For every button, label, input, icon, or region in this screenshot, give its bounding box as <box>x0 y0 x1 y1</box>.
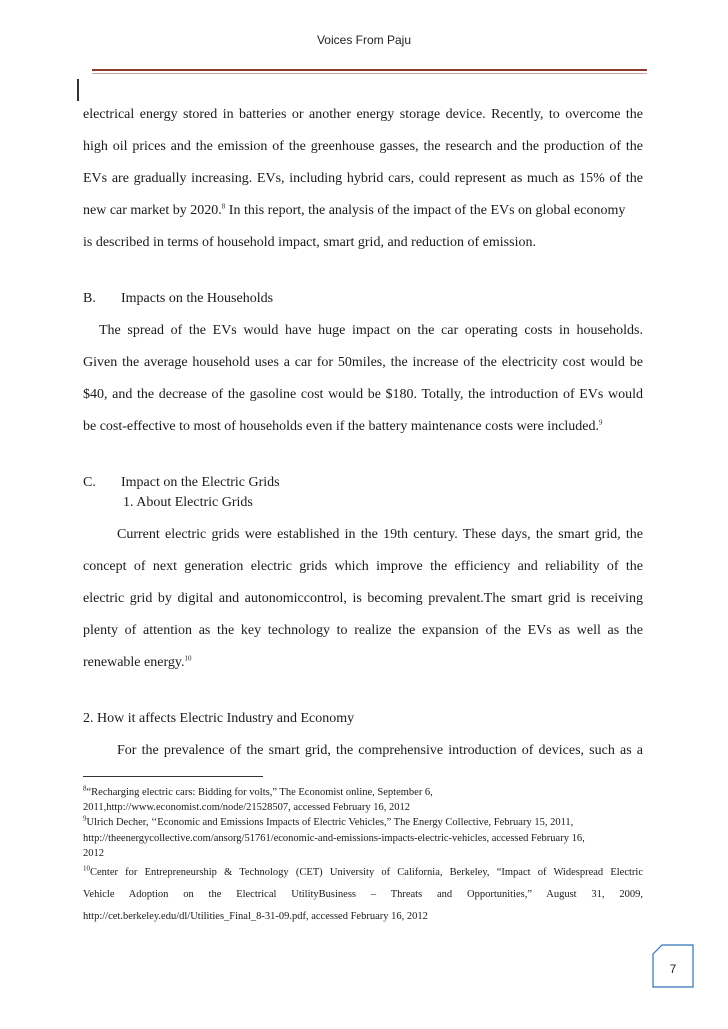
change-bar <box>77 79 79 101</box>
footnote-ref-9: 9 <box>599 418 603 427</box>
footnote-9-text: Ulrich Decher, ‘‘Economic and Emissions Impacts of Electric Vehicles,” The Energy Collective, February 15, 2011, <box>86 817 574 828</box>
para1-line4 <box>83 202 625 220</box>
footnote-10-line2: Vehicle Adoption on the Electrical UtilityBusiness – Threats and Opportunities,” August 31, 2009, <box>83 889 643 900</box>
section-c-line5-text: renewable energy. <box>83 655 185 670</box>
footnote-ref-10: 10 <box>184 654 192 663</box>
footnote-10-marker: 10 <box>83 864 90 873</box>
para1-line3: EVs are gradually increasing. EVs, including hybrid cars, could represent as much as 15% of the <box>83 171 643 186</box>
footnote-9-marker: 9 <box>83 814 87 823</box>
footnote-ref-8: 8 <box>221 202 226 211</box>
section-c-line3: electric grid by digital and autonomiccontrol, is becoming prevalent.The smart grid is receiving <box>83 591 643 606</box>
footnote-9-line2: http://theenergycollective.com/ansorg/51761/economic-and-emissions-impacts-electric-vehicles, accessed February 16, <box>83 833 585 844</box>
para1-line2: high oil prices and the emission of the greenhouse gasses, the research and the production of the <box>83 139 643 154</box>
page-number: 7 <box>669 962 677 976</box>
para1-line5: is described in terms of household impact, smart grid, and reduction of emission. <box>83 235 536 250</box>
footnote-separator <box>83 776 263 777</box>
section-c-line2: concept of next generation electric grids which improve the efficiency and reliability of the <box>83 559 643 574</box>
para1-line1: electrical energy stored in batteries or another energy storage device. Recently, to overcome the <box>83 107 643 122</box>
section-c-heading <box>83 474 280 492</box>
footnote-10-line1 <box>83 866 643 880</box>
footnote-10-line3: http://cet.berkeley.edu/dl/Utilities_Final_8-31-09.pdf, accessed February 16, 2012 <box>83 911 428 922</box>
section-b-heading <box>83 290 274 308</box>
para1-line4-text-b: In this report, the analysis of the impact of the EVs on global economy <box>225 203 626 218</box>
section-b-line2: Given the average household uses a car for 50miles, the increase of the electricity cost would be <box>83 355 643 370</box>
section-b-line4 <box>83 418 603 436</box>
subsection-2-heading: 2. How it affects Electric Industry and Economy <box>83 711 355 726</box>
section-b-letter: B. <box>83 291 96 306</box>
footnote-9-line1 <box>83 816 573 830</box>
footnote-10-text: Center for Entrepreneurship & Technology (CET) University of California, Berkeley, “Impact of Widespread Electric <box>90 867 643 878</box>
section-2-line1: For the prevalence of the smart grid, the comprehensive introduction of devices, such as a <box>117 743 643 758</box>
section-c-letter: C. <box>83 475 96 490</box>
section-b-line3: $40, and the decrease of the gasoline cost would be $180. Totally, the introduction of EVs would <box>83 387 643 402</box>
footnote-8-line2: 2011,http://www.economist.com/node/21528507, accessed February 16, 2012 <box>83 802 410 813</box>
footnote-8-line1 <box>83 786 433 800</box>
section-c-line1: Current electric grids were established in the 19th century. These days, the smart grid, the <box>117 527 643 542</box>
footnote-9-line3: 2012 <box>83 848 104 859</box>
section-b-line4-text: be cost-effective to most of households even if the battery maintenance costs were included. <box>83 419 600 434</box>
footnote-8-marker: 8 <box>83 784 87 793</box>
subsection-1-heading: 1. About Electric Grids <box>123 495 253 510</box>
section-c-line4: plenty of attention as the key technology to realize the expansion of the EVs as well as the <box>83 623 643 638</box>
section-b-line1: The spread of the EVs would have huge impact on the car operating costs in households. <box>99 323 643 338</box>
header-rule <box>92 69 647 71</box>
footnote-8-text: “Recharging electric cars: Bidding for volts,” The Economist online, September 6, <box>86 787 433 798</box>
section-c-line5 <box>83 654 191 672</box>
section-b-title: Impacts on the Households <box>121 291 274 306</box>
para1-line4-text: new car market by 2020. <box>83 203 222 218</box>
running-header: Voices From Paju <box>316 33 412 47</box>
header-rule-thin <box>92 73 647 74</box>
section-c-title: Impact on the Electric Grids <box>121 475 280 490</box>
